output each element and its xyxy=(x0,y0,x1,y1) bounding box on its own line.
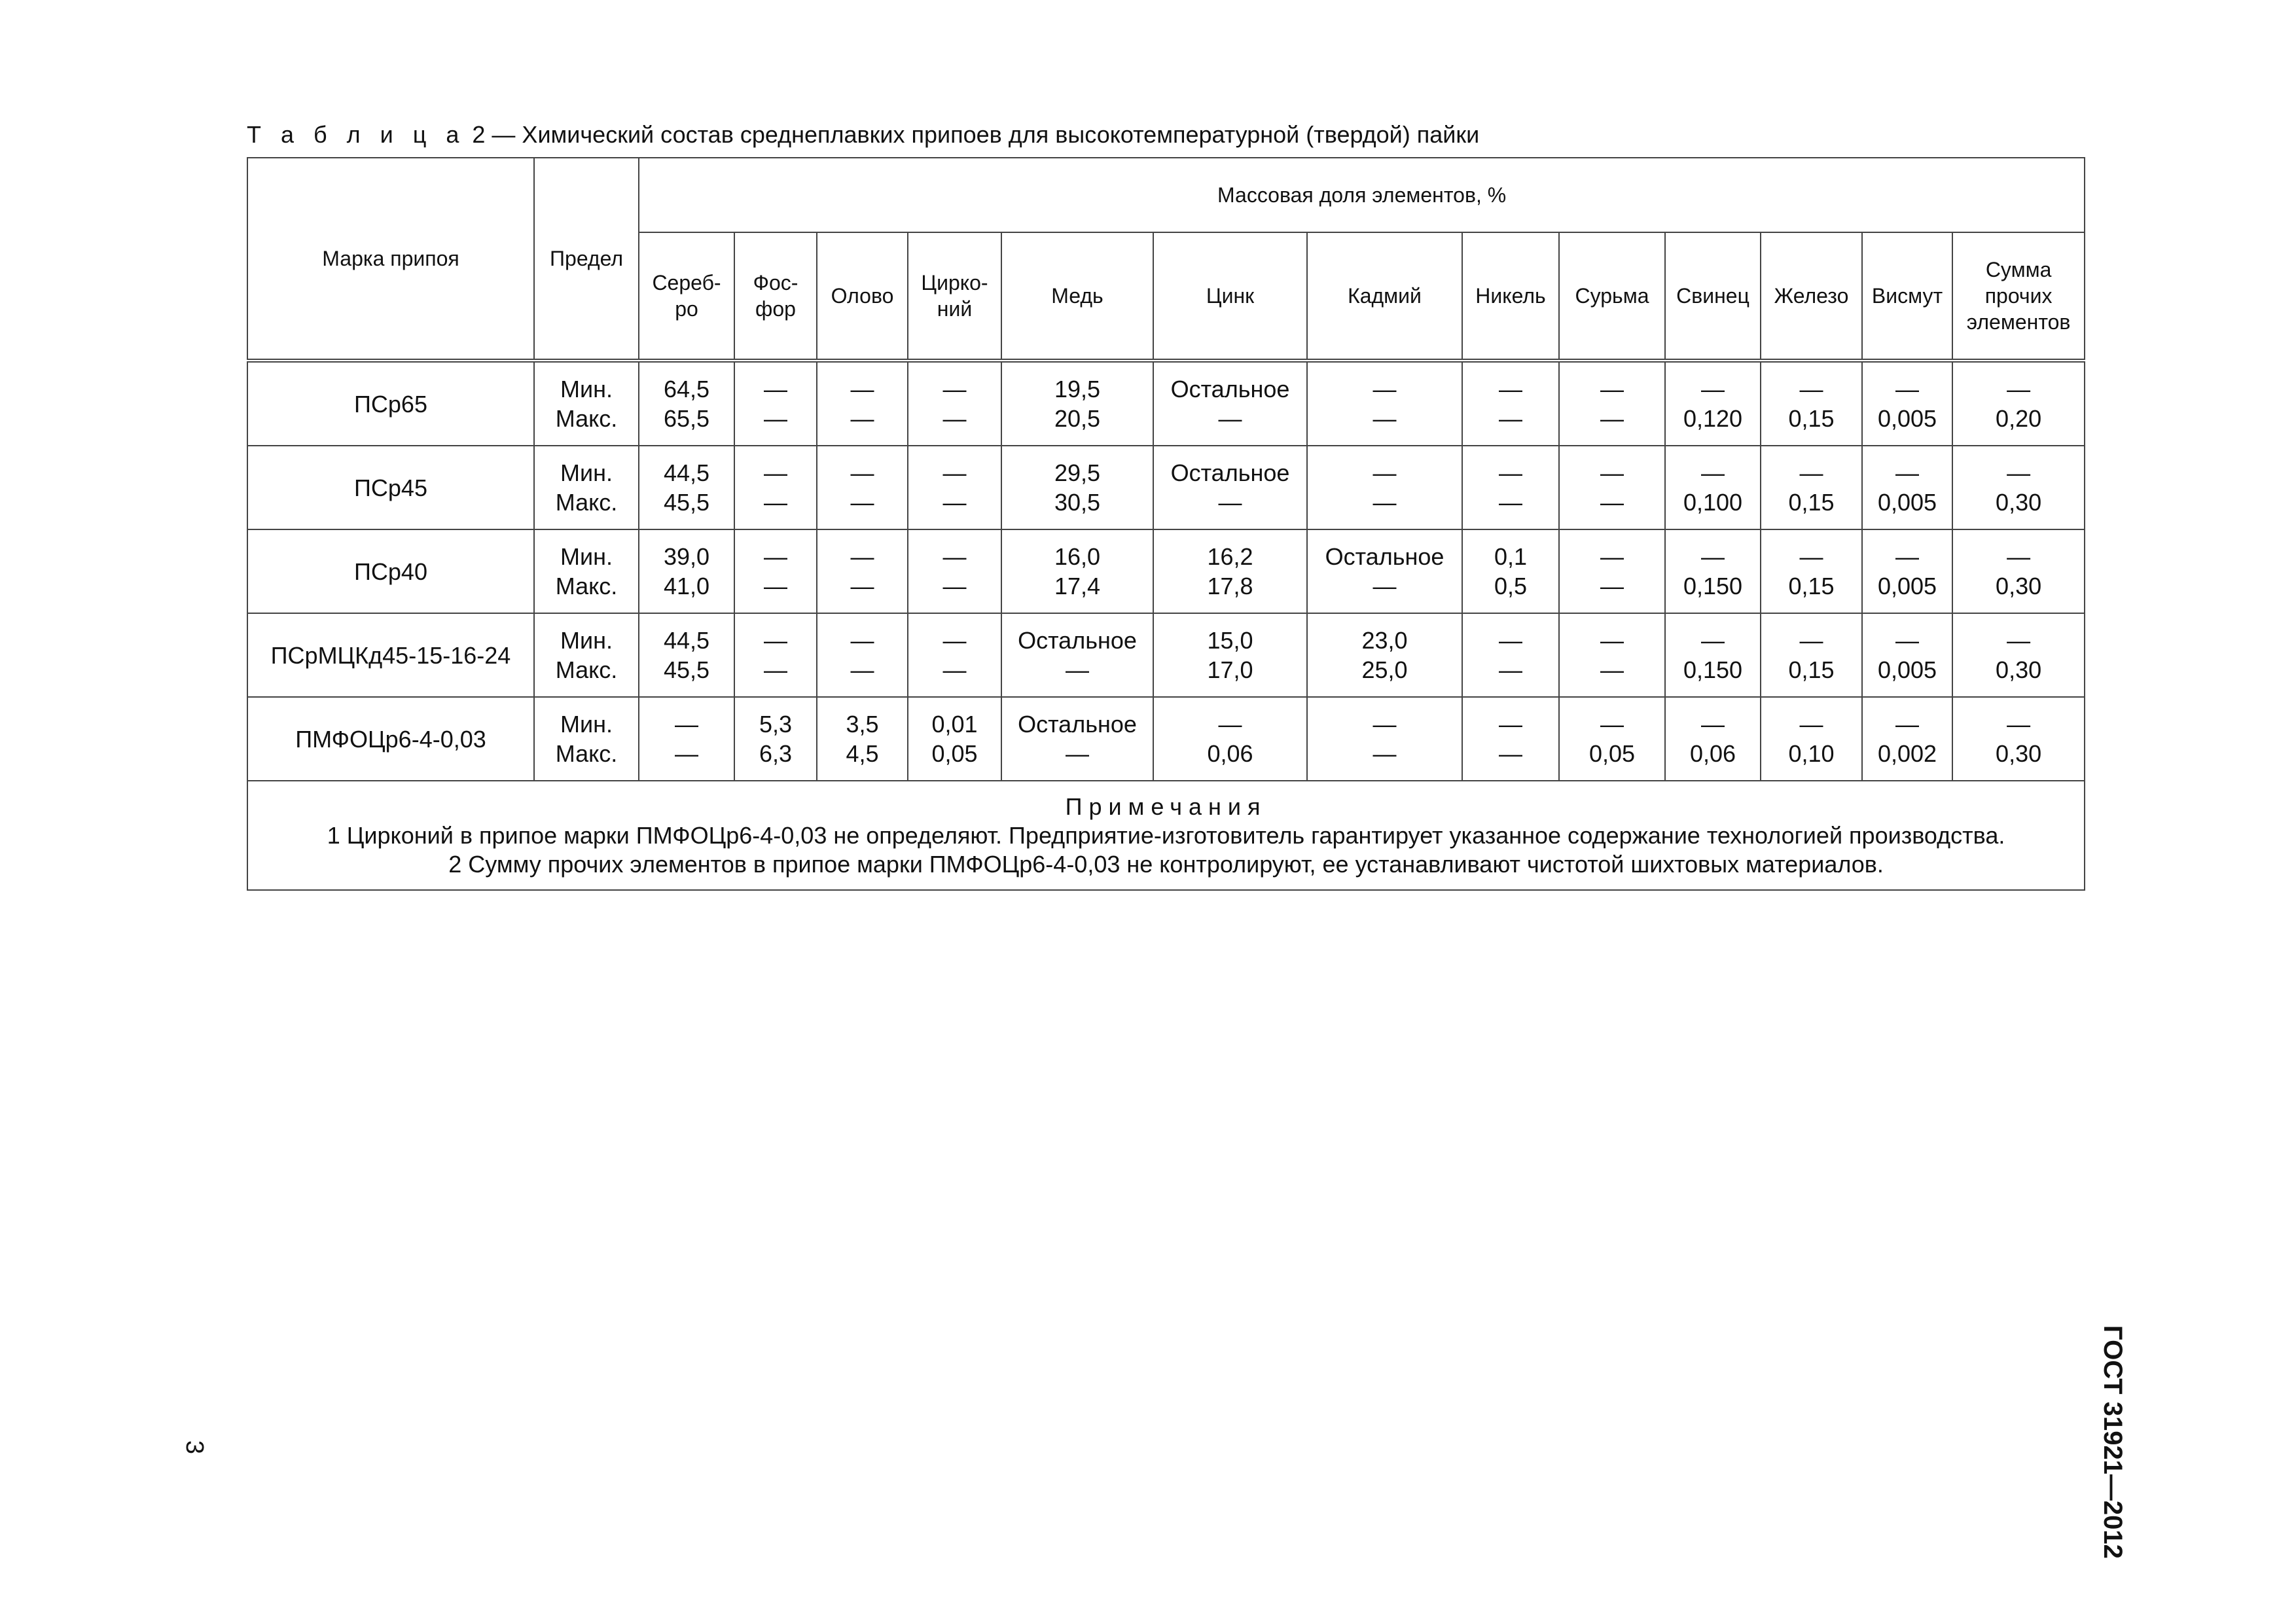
value-max: — xyxy=(1600,489,1624,516)
limit-cell xyxy=(534,446,639,529)
value-max: — xyxy=(1372,489,1397,516)
value-cell xyxy=(1559,446,1665,529)
value-min: — xyxy=(942,543,967,570)
value-max: 0,150 xyxy=(1683,656,1743,683)
value-max: — xyxy=(1218,489,1242,516)
value-min: — xyxy=(1499,459,1522,486)
value-min: 39,0 xyxy=(663,543,710,570)
value-cell xyxy=(1665,446,1761,529)
value-max: 0,002 xyxy=(1877,740,1937,767)
value-min: — xyxy=(1799,627,1823,654)
limit-min: Мин. xyxy=(560,459,613,486)
value-max: 65,5 xyxy=(663,405,710,432)
value-max: — xyxy=(764,405,787,432)
value-cell xyxy=(1952,529,2085,613)
header-element-line: ро xyxy=(675,297,698,321)
header-element xyxy=(1153,232,1307,361)
value-min: — xyxy=(764,376,787,402)
value-min: — xyxy=(1218,711,1242,738)
solder-grade: ПСрМЦКд45-15-16-24 xyxy=(247,613,534,697)
value-min: Остальное xyxy=(1170,376,1290,402)
value-min: — xyxy=(1499,711,1522,738)
value-cell xyxy=(1462,697,1559,781)
value-min: — xyxy=(1600,376,1624,402)
value-max: 30,5 xyxy=(1054,489,1101,516)
value-max: — xyxy=(850,656,874,683)
value-max: — xyxy=(1600,573,1624,599)
header-element-line: Цинк xyxy=(1206,284,1255,308)
value-cell xyxy=(1462,529,1559,613)
value-max: — xyxy=(1600,656,1624,683)
solder-grade: ПСр65 xyxy=(247,361,534,446)
table-row xyxy=(247,529,2085,613)
value-min: — xyxy=(2007,459,2031,486)
value-max: — xyxy=(850,489,874,516)
value-min: Остальное xyxy=(1325,543,1444,570)
value-max: 6,3 xyxy=(759,740,793,767)
value-min: — xyxy=(1701,711,1725,738)
value-min: 23,0 xyxy=(1361,627,1408,654)
value-max: 0,120 xyxy=(1683,405,1743,432)
table-row xyxy=(247,613,2085,697)
header-element xyxy=(1665,232,1761,361)
value-min: — xyxy=(1600,459,1624,486)
value-min: Остальное xyxy=(1018,627,1137,654)
value-min: 15,0 xyxy=(1207,627,1253,654)
header-mass-fraction: Массовая доля элементов, % xyxy=(639,158,2085,232)
value-cell xyxy=(817,613,908,697)
value-cell xyxy=(639,361,734,446)
value-max: 0,005 xyxy=(1877,573,1937,599)
limit-cell xyxy=(534,613,639,697)
value-max: 0,5 xyxy=(1494,573,1528,599)
note-1: 1 Цирконий в припое марки ПМФОЦр6-4-0,03 не определяют. Предприятие-изготовитель гарантирует указанное содержание технологией производства. xyxy=(327,821,2005,849)
value-max: 0,100 xyxy=(1683,489,1743,516)
value-max: — xyxy=(1499,489,1522,516)
value-max: — xyxy=(942,405,967,432)
value-min: — xyxy=(2007,711,2031,738)
limit-max: Макс. xyxy=(555,740,618,767)
value-max: — xyxy=(1372,573,1397,599)
value-max: 17,4 xyxy=(1054,573,1101,599)
value-max: — xyxy=(942,573,967,599)
value-min: — xyxy=(1895,543,1919,570)
value-cell xyxy=(1862,446,1952,529)
value-cell xyxy=(1862,529,1952,613)
limit-max: Макс. xyxy=(555,573,618,599)
value-cell xyxy=(1665,697,1761,781)
value-cell xyxy=(1665,529,1761,613)
limit-min: Мин. xyxy=(560,627,613,654)
value-min: — xyxy=(1799,543,1823,570)
value-min: — xyxy=(1600,711,1624,738)
value-min: Остальное xyxy=(1170,459,1290,486)
value-cell xyxy=(1665,361,1761,446)
header-element xyxy=(1761,232,1862,361)
value-cell xyxy=(1952,361,2085,446)
value-max: 0,005 xyxy=(1877,656,1937,683)
value-cell xyxy=(1001,446,1153,529)
value-min: 44,5 xyxy=(663,627,710,654)
value-min: — xyxy=(942,376,967,402)
value-cell xyxy=(1153,361,1307,446)
table-row xyxy=(247,697,2085,781)
solder-grade: ПСр45 xyxy=(247,446,534,529)
value-min: 0,01 xyxy=(931,711,978,738)
value-max: — xyxy=(1499,740,1522,767)
value-min: Остальное xyxy=(1018,711,1137,738)
value-cell xyxy=(1307,529,1462,613)
value-max: — xyxy=(1600,405,1624,432)
value-cell xyxy=(734,697,817,781)
value-max: 45,5 xyxy=(663,656,710,683)
value-min: — xyxy=(1499,376,1522,402)
value-max: 45,5 xyxy=(663,489,710,516)
value-max: 0,06 xyxy=(1689,740,1736,767)
value-min: 16,2 xyxy=(1207,543,1253,570)
value-cell xyxy=(817,697,908,781)
header-element xyxy=(1462,232,1559,361)
header-element-line: Сереб- xyxy=(652,271,721,294)
limit-cell xyxy=(534,361,639,446)
limit-min: Мин. xyxy=(560,543,613,570)
header-element-line: Фос- xyxy=(753,271,798,294)
value-cell xyxy=(1153,697,1307,781)
value-cell xyxy=(734,529,817,613)
header-element-line: Цирко- xyxy=(921,271,988,294)
value-max: — xyxy=(1218,405,1242,432)
value-max: 41,0 xyxy=(663,573,710,599)
header-element-line: Сурьма xyxy=(1575,284,1649,308)
header-limit: Предел xyxy=(534,158,639,361)
value-max: 0,30 xyxy=(1996,573,2042,599)
header-element-line: прочих xyxy=(1984,284,2053,308)
solder-grade: ПМФОЦр6-4-0,03 xyxy=(247,697,534,781)
value-min: — xyxy=(2007,627,2031,654)
value-cell xyxy=(1862,697,1952,781)
value-cell xyxy=(1153,446,1307,529)
value-min: — xyxy=(2007,543,2031,570)
value-min: — xyxy=(850,376,874,402)
caption-text: 2 — Химический состав среднеплавких припоев для высокотемпературной (твердой) пайки xyxy=(465,121,1480,148)
value-max: 0,150 xyxy=(1683,573,1743,599)
value-max: 0,05 xyxy=(1588,740,1636,767)
value-max: 0,06 xyxy=(1207,740,1253,767)
value-cell xyxy=(1761,529,1862,613)
composition-table xyxy=(247,157,2085,891)
value-max: — xyxy=(1066,740,1089,767)
value-min: 64,5 xyxy=(663,376,710,402)
value-cell xyxy=(1001,361,1153,446)
table-caption xyxy=(247,120,1479,149)
header-element xyxy=(1307,232,1462,361)
value-cell xyxy=(1462,613,1559,697)
value-cell xyxy=(1952,613,2085,697)
value-cell xyxy=(1001,529,1153,613)
value-cell xyxy=(1307,361,1462,446)
limit-cell xyxy=(534,529,639,613)
value-min: — xyxy=(1600,627,1624,654)
value-cell xyxy=(1559,529,1665,613)
value-min: — xyxy=(1701,376,1725,402)
limit-max: Макс. xyxy=(555,656,618,683)
header-element xyxy=(639,232,734,361)
value-max: 0,10 xyxy=(1788,740,1835,767)
value-max: 0,30 xyxy=(1996,489,2042,516)
value-min: — xyxy=(1701,543,1725,570)
value-min: — xyxy=(1600,543,1624,570)
value-min: — xyxy=(2007,376,2031,402)
header-element-line: Сумма xyxy=(1985,258,2052,281)
header-element-line: фор xyxy=(755,297,796,321)
value-min: — xyxy=(764,459,787,486)
value-max: 0,30 xyxy=(1996,656,2042,683)
limit-min: Мин. xyxy=(560,376,613,402)
value-min: 29,5 xyxy=(1054,459,1101,486)
value-min: 16,0 xyxy=(1054,543,1101,570)
value-min: — xyxy=(1372,376,1397,402)
header-element-line: Висмут xyxy=(1871,284,1943,308)
value-max: 17,0 xyxy=(1207,656,1253,683)
value-cell xyxy=(639,529,734,613)
value-cell xyxy=(1559,697,1665,781)
value-cell xyxy=(1862,613,1952,697)
value-cell xyxy=(1761,613,1862,697)
page-number: 3 xyxy=(181,1440,209,1455)
limit-cell xyxy=(534,697,639,781)
value-cell xyxy=(1462,361,1559,446)
value-cell xyxy=(639,613,734,697)
value-cell xyxy=(1001,613,1153,697)
value-min: — xyxy=(850,627,874,654)
table-row xyxy=(247,361,2085,446)
value-max: 0,15 xyxy=(1788,656,1835,683)
value-min: — xyxy=(1799,376,1823,402)
value-cell xyxy=(1307,613,1462,697)
value-cell xyxy=(1665,613,1761,697)
value-max: 0,05 xyxy=(931,740,978,767)
value-max: — xyxy=(942,656,967,683)
value-cell xyxy=(1761,446,1862,529)
value-min: — xyxy=(1895,627,1919,654)
value-max: 17,8 xyxy=(1207,573,1253,599)
value-cell xyxy=(908,613,1001,697)
value-min: — xyxy=(850,543,874,570)
value-min: — xyxy=(1499,627,1522,654)
value-max: — xyxy=(1372,740,1397,767)
limit-max: Макс. xyxy=(555,489,618,516)
value-cell xyxy=(734,613,817,697)
value-cell xyxy=(1462,446,1559,529)
value-max: — xyxy=(942,489,967,516)
value-cell xyxy=(908,697,1001,781)
value-cell xyxy=(1761,697,1862,781)
header-element-line: ний xyxy=(937,297,973,321)
value-max: — xyxy=(764,489,787,516)
value-cell xyxy=(908,529,1001,613)
value-cell xyxy=(639,697,734,781)
value-min: 0,1 xyxy=(1494,543,1528,570)
value-cell xyxy=(1952,697,2085,781)
value-cell xyxy=(1001,697,1153,781)
value-cell xyxy=(1952,446,2085,529)
value-min: — xyxy=(1799,711,1823,738)
header-grade: Марка припоя xyxy=(247,158,534,361)
value-cell xyxy=(1862,361,1952,446)
value-max: — xyxy=(764,573,787,599)
value-cell xyxy=(1761,361,1862,446)
header-element-line: Олово xyxy=(831,284,894,308)
value-max: — xyxy=(850,573,874,599)
limit-min: Мин. xyxy=(560,711,613,738)
value-max: 0,20 xyxy=(1996,405,2042,432)
value-min: — xyxy=(1799,459,1823,486)
value-max: — xyxy=(1499,405,1522,432)
value-max: — xyxy=(850,405,874,432)
header-element xyxy=(908,232,1001,361)
value-min: — xyxy=(1895,711,1919,738)
value-cell xyxy=(734,361,817,446)
value-max: 25,0 xyxy=(1361,656,1408,683)
value-min: — xyxy=(1895,459,1919,486)
value-cell xyxy=(1153,613,1307,697)
value-max: 0,15 xyxy=(1788,573,1835,599)
value-max: 4,5 xyxy=(846,740,879,767)
value-cell xyxy=(639,446,734,529)
header-element xyxy=(1862,232,1952,361)
header-element-line: Никель xyxy=(1475,284,1546,308)
document-code: ГОСТ 31921—2012 xyxy=(2098,1325,2127,1559)
table-row xyxy=(247,446,2085,529)
value-min: — xyxy=(1372,459,1397,486)
solder-grade: ПСр40 xyxy=(247,529,534,613)
header-element xyxy=(1559,232,1665,361)
value-max: — xyxy=(1372,405,1397,432)
value-max: 0,15 xyxy=(1788,405,1835,432)
header-element xyxy=(1952,232,2085,361)
header-element xyxy=(817,232,908,361)
value-max: 0,30 xyxy=(1996,740,2042,767)
value-cell xyxy=(817,529,908,613)
value-max: — xyxy=(764,656,787,683)
header-element-line: Медь xyxy=(1051,284,1103,308)
header-element xyxy=(734,232,817,361)
value-cell xyxy=(908,446,1001,529)
value-max: 0,15 xyxy=(1788,489,1835,516)
value-min: 3,5 xyxy=(846,711,879,738)
caption-label: Т а б л и ц а xyxy=(247,121,466,148)
value-cell xyxy=(817,361,908,446)
value-min: — xyxy=(1895,376,1919,402)
value-max: 0,005 xyxy=(1877,489,1937,516)
value-min: 5,3 xyxy=(759,711,793,738)
value-cell xyxy=(1307,446,1462,529)
value-max: 20,5 xyxy=(1054,405,1101,432)
value-cell xyxy=(817,446,908,529)
limit-max: Макс. xyxy=(555,405,618,432)
header-element xyxy=(1001,232,1153,361)
value-max: 0,005 xyxy=(1877,405,1937,432)
header-element-line: Свинец xyxy=(1676,284,1749,308)
value-min: — xyxy=(764,543,787,570)
value-min: 19,5 xyxy=(1054,376,1101,402)
value-min: — xyxy=(1372,711,1397,738)
value-cell xyxy=(734,446,817,529)
value-cell xyxy=(1153,529,1307,613)
value-min: — xyxy=(850,459,874,486)
header-element-line: элементов xyxy=(1966,310,2071,334)
value-min: 44,5 xyxy=(663,459,710,486)
header-element-line: Кадмий xyxy=(1348,284,1422,308)
value-min: — xyxy=(1701,459,1725,486)
note-2: 2 Сумму прочих элементов в припое марки ПМФОЦр6-4-0,03 не контролируют, ее устанавливают чистотой шихтовых материалов. xyxy=(448,850,1884,878)
value-min: — xyxy=(942,627,967,654)
value-cell xyxy=(908,361,1001,446)
value-min: — xyxy=(942,459,967,486)
value-max: — xyxy=(1066,656,1089,683)
value-min: — xyxy=(1701,627,1725,654)
header-element-line: Железо xyxy=(1774,284,1849,308)
notes-cell xyxy=(247,781,2085,890)
value-min: — xyxy=(675,711,698,738)
value-cell xyxy=(1559,613,1665,697)
value-min: — xyxy=(764,627,787,654)
value-cell xyxy=(1559,361,1665,446)
value-max: — xyxy=(675,740,698,767)
value-max: — xyxy=(1499,656,1522,683)
value-cell xyxy=(1307,697,1462,781)
notes-title: Примечания xyxy=(1065,793,1267,820)
